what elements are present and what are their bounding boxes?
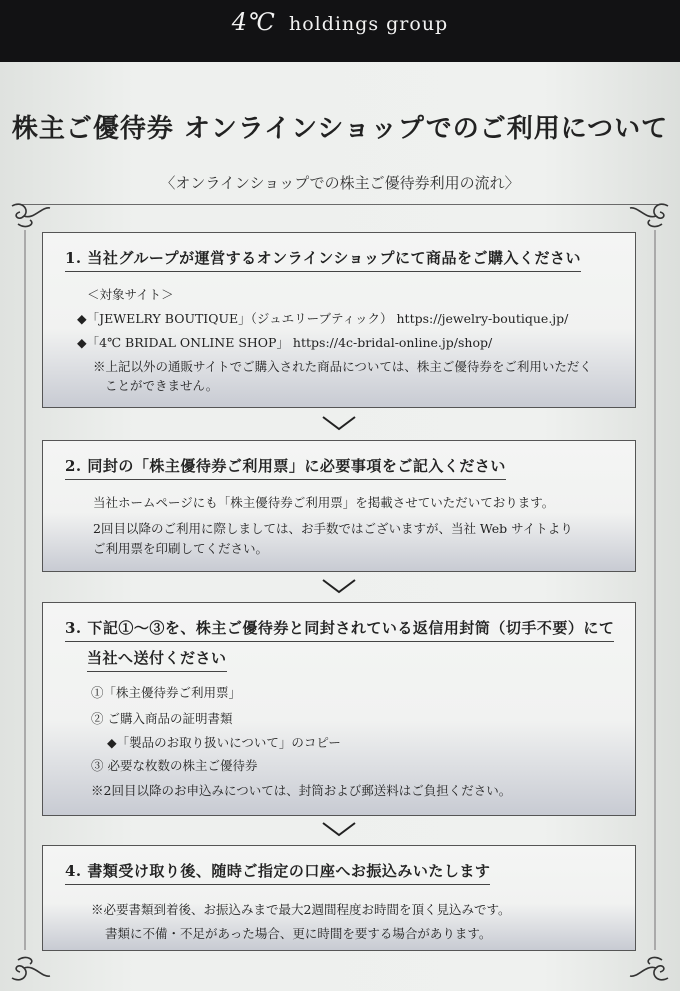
step-3-line: ①「株主優待券ご利用票」 bbox=[91, 685, 242, 700]
step-3-line: ※2回目以降のお申込みについては、封筒および郵送料はご負担ください。 bbox=[91, 783, 512, 798]
step-4-heading: 4. 書類受け取り後、随時ご指定の口座へお振込みいたします bbox=[65, 860, 490, 885]
step-4-line: 書類に不備・不足があった場合、更に時間を要する場合があります。 bbox=[105, 926, 492, 941]
chevron-down-icon bbox=[320, 577, 358, 595]
step-1-line: ◆「JEWELRY BOUTIQUE」（ジュエリーブティック） https://jewelry-boutique.jp/ bbox=[77, 311, 569, 326]
step-1-line: ◆「4℃ BRIDAL ONLINE SHOP」 https://4c-bridal-online.jp/shop/ bbox=[77, 335, 493, 350]
page-subtitle: 〈オンラインショップでの株主ご優待券利用の流れ〉 bbox=[160, 174, 520, 192]
frame-left-rule bbox=[24, 230, 26, 950]
corner-ornament-icon bbox=[8, 950, 52, 984]
step-2-heading: 2. 同封の「株主優待券ご利用票」に必要事項をご記入ください bbox=[65, 455, 506, 480]
header-bar bbox=[0, 0, 680, 62]
step-4-line: ※必要書類到着後、お振込みまで最大2週間程度お時間を頂く見込みです。 bbox=[91, 902, 511, 917]
step-2-box bbox=[42, 440, 636, 572]
frame-top-rule bbox=[22, 204, 658, 206]
step-3-heading: 3. 下記①～③を、株主ご優待券と同封されている返信用封筒（切手不要）にて bbox=[65, 617, 614, 642]
step-2-line: 2回目以降のご利用に際しましては、お手数ではございますが、当社 Web サイトより bbox=[93, 521, 573, 536]
step-1-line: ことができません。 bbox=[105, 378, 219, 393]
step-2-line: 当社ホームページにも「株主優待券ご利用票」を掲載させていただいております。 bbox=[93, 495, 555, 510]
brand-logo: 4℃ bbox=[231, 8, 276, 36]
step-3-line: ◆「製品のお取り扱いについて」のコピー bbox=[107, 735, 341, 750]
corner-ornament-icon bbox=[628, 200, 672, 234]
step-1-line: ＜対象サイト＞ bbox=[87, 287, 174, 302]
step-1-heading: 1. 当社グループが運営するオンラインショップにて商品をご購入ください bbox=[65, 247, 581, 272]
chevron-down-icon bbox=[320, 414, 358, 432]
step-3-line: ② ご購入商品の証明書類 bbox=[91, 711, 233, 726]
page-title: 株主ご優待券 オンラインショップでのご利用について bbox=[11, 114, 669, 144]
chevron-down-icon bbox=[320, 820, 358, 838]
brand bbox=[0, 8, 680, 36]
corner-ornament-icon bbox=[8, 200, 52, 234]
step-2-line: ご利用票を印刷してください。 bbox=[93, 541, 269, 556]
step-4-box bbox=[42, 845, 636, 951]
corner-ornament-icon bbox=[628, 950, 672, 984]
step-3-box bbox=[42, 602, 636, 816]
step-1-box bbox=[42, 232, 636, 408]
step-3-heading-2: 当社へ送付ください bbox=[87, 647, 227, 672]
frame-right-rule bbox=[654, 230, 656, 950]
brand-text: holdings group bbox=[288, 13, 449, 35]
step-1-line: ※上記以外の通販サイトでご購入された商品については、株主ご優待券をご利用いただく bbox=[93, 359, 592, 374]
step-3-line: ③ 必要な枚数の株主ご優待券 bbox=[91, 758, 258, 773]
